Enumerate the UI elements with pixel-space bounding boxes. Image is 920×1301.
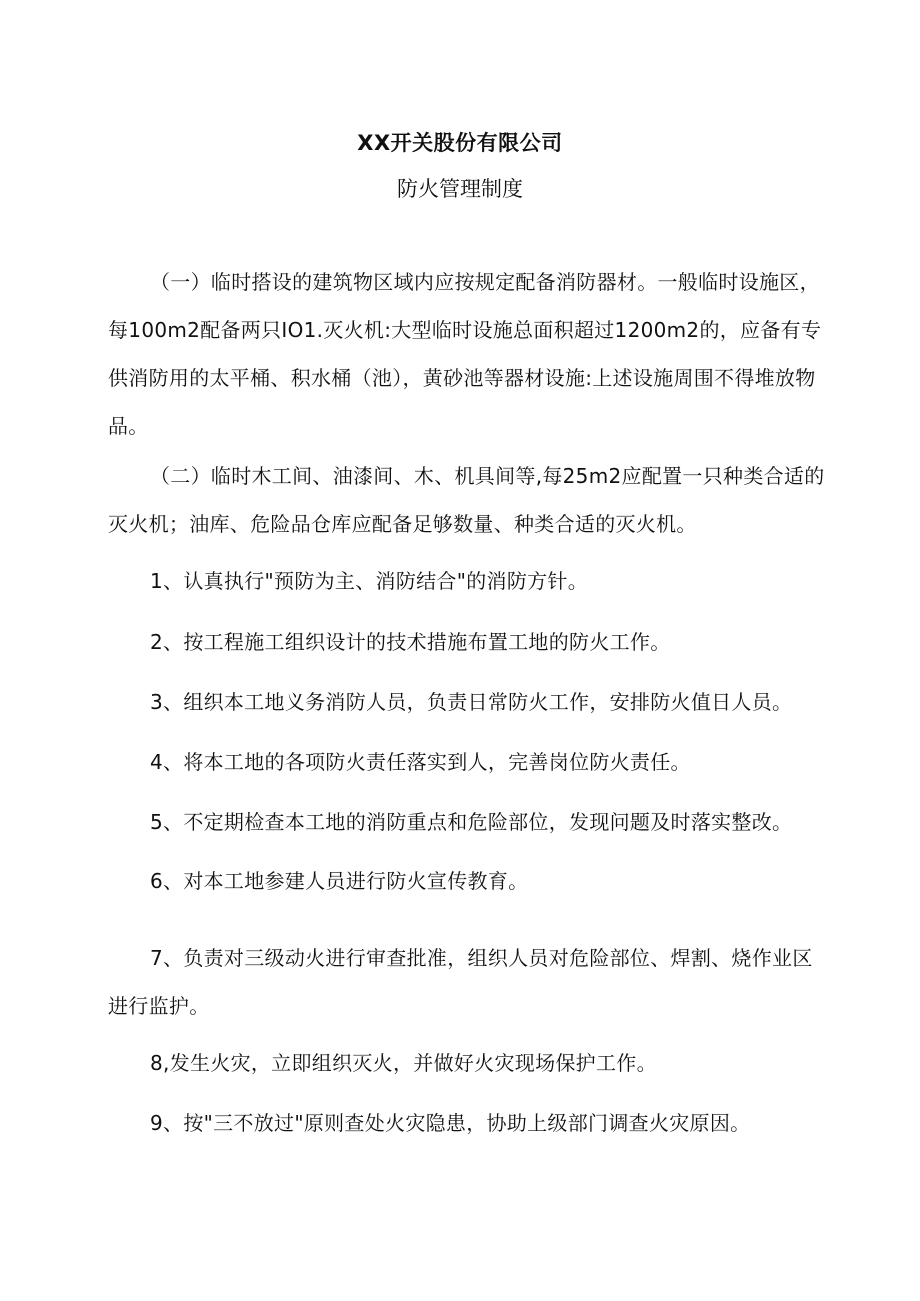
list-item-5: 5、不定期检查本工地的消防重点和危险部位，发现问题及时落实整改。 [150,810,793,834]
list-item-9: 9、按"三不放过"原则查处火灾隐患，协助上级部门调查火灾原因。 [150,1111,751,1135]
list-item-7: 7、负责对三级动火进行审查批准，组织人员对危险部位、焊割、烧作业区进行监护。 [108,946,813,1018]
list-item-6: 6、对本工地参建人员进行防火宣传教育。 [150,869,529,893]
document-title: 防火管理制度 [397,177,523,201]
list-item-3: 3、组织本工地义务消防人员，负责日常防火工作，安排防火值日人员。 [150,690,793,714]
list-item-1: 1、认真执行"预防为主、消防结合"的消防方针。 [150,569,589,593]
list-item-2: 2、按工程施工组织设计的技术措施布置工地的防火工作。 [150,630,671,654]
list-item-4: 4、将本工地的各项防火责任落实到人，完善岗位防火责任。 [150,750,691,774]
paragraph-2: （二）临时木工间、油漆间、木、机具间等,每25m2应配置一只种类合适的灭火机；油库、危险品仓库应配备足够数量、种类合适的灭火机。 [108,464,825,536]
paragraph-1: （一）临时搭设的建筑物区域内应按规定配备消防器材。一般临时设施区，每100m2配备两只IO1.灭火机:大型临时设施总面积超过1200m2的，应备有专供消防用的太平桶、积水桶（池），黄砂池等器材设施:上述设施周围不得堆放物品。 [108,270,822,438]
company-name: XX开关股份有限公司 [357,131,563,155]
list-item-8: 8,发生火灾，立即组织灭火，并做好火灾现场保护工作。 [150,1051,657,1075]
